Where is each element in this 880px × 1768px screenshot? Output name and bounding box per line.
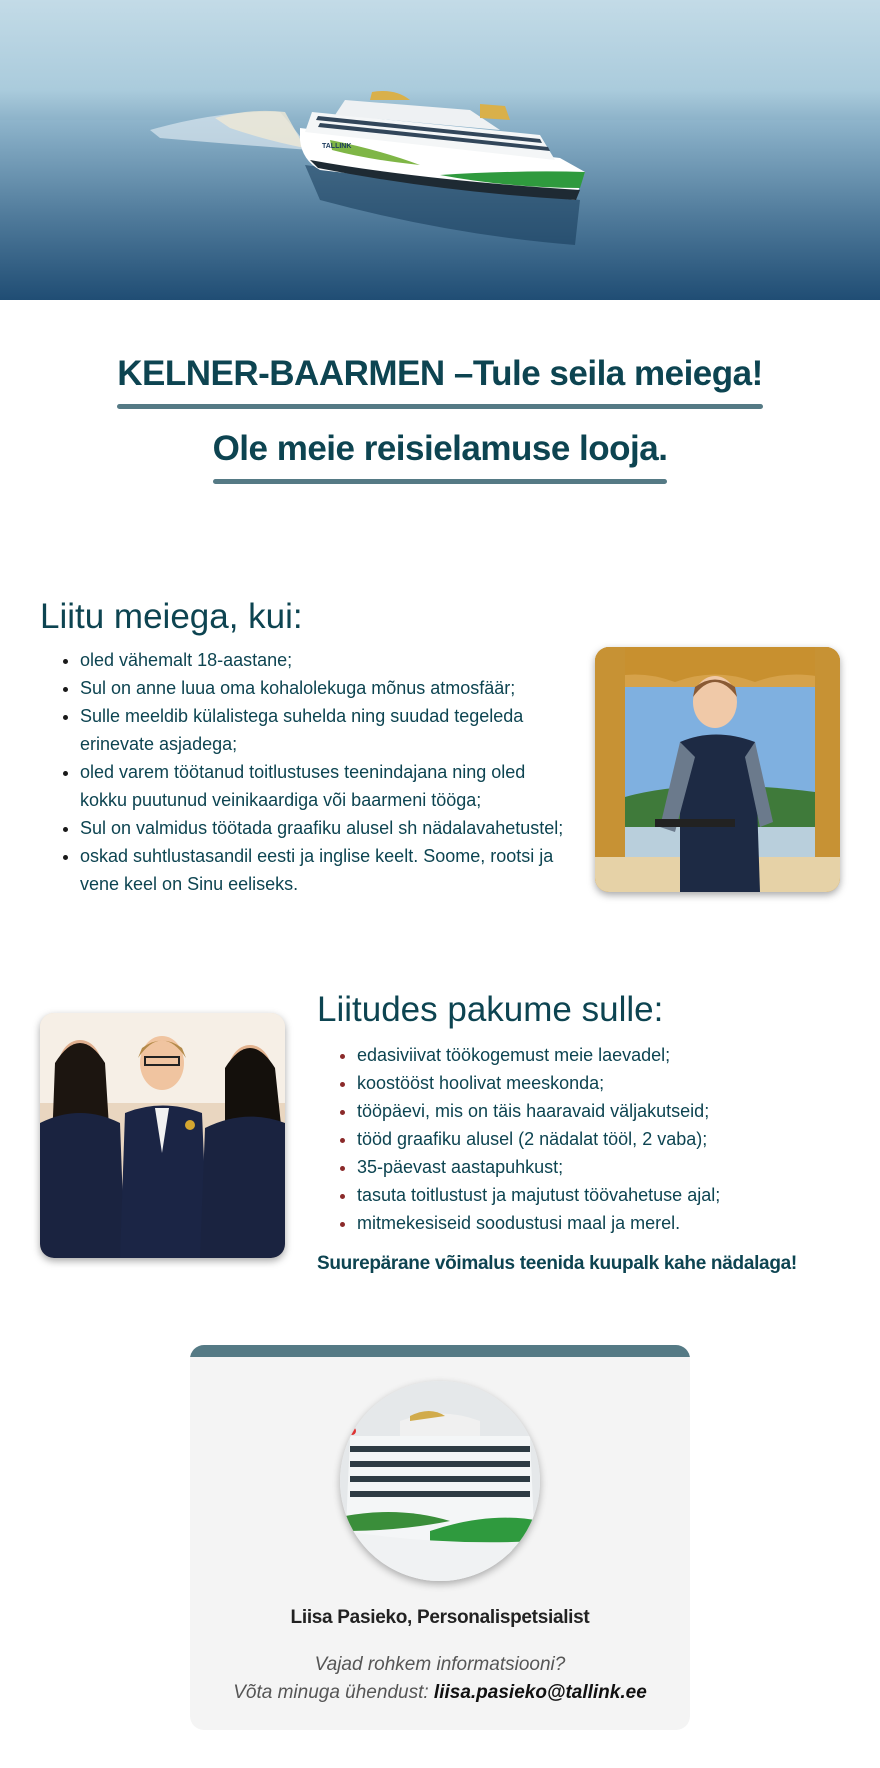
contact-line [190,1679,690,1707]
contact-name: Liisa Pasieko, Personalispetsialist [290,1607,590,1628]
list-item: • edasiviivat töökogemust meie laevadel; [357,1041,817,1069]
list-item: • tööd graafiku alusel (2 nädalat tööl, 2 vaba); [357,1125,817,1153]
contact-question: Vajad rohkem informatsiooni? [314,1654,566,1675]
page-title: KELNER-BAARMEN –Tule seila meiega! [117,354,763,393]
contact-info [190,1651,690,1707]
subtitle-underline [213,479,668,484]
list-item: • oled varem töötanud toitlustuses teenindajana ning oled kokku puutunud veinikaardiga või baarmeni tööga; [80,758,570,814]
waitress-photo [595,647,840,892]
list-item: • mitmekesiseid soodustusi maal ja merel. [357,1209,817,1237]
requirements-heading: Liitu meiega, kui: [40,597,303,636]
contact-email-link[interactable]: liisa.pasieko@tallink.ee [433,1682,647,1703]
contact-prompt: Võta minuga ühendust: [233,1682,434,1703]
requirements-list [40,646,570,898]
list-item: • Sul on valmidus töötada graafiku alusel sh nädalavahetustel; [80,814,570,842]
list-item: • oskad suhtlustasandil eesti ja inglise keelt. Soome, rootsi ja vene keel on Sinu eeliseks. [80,842,570,898]
page-subtitle: Ole meie reisielamuse looja. [212,429,668,468]
list-item: • 35-päevast aastapuhkust; [357,1153,817,1181]
list-item: • oled vähemalt 18-aastane; [80,646,570,674]
offer-highlight: Suurepärane võimalus teenida kuupalk kahe nädalaga! [317,1253,797,1274]
header [0,350,880,484]
offer-list [317,1041,817,1237]
crew-photo [40,1013,285,1258]
list-item: • tasuta toitlustust ja majutust töövahetuse ajal; [357,1181,817,1209]
list-item: • Sul on anne luua oma kohalolekuga mõnus atmosfäär; [80,674,570,702]
subtitle-block [213,425,668,484]
title-block [117,350,763,409]
contact-card [190,1345,690,1730]
list-item: • tööpäevi, mis on täis haaravaid väljakutseid; [357,1097,817,1125]
ship-illustration [0,0,880,300]
contact-avatar [340,1381,540,1581]
hero-image [0,0,880,300]
card-accent-bar [190,1345,690,1357]
offer-heading: Liitudes pakume sulle: [317,990,664,1029]
title-underline [117,404,763,409]
svg-text:TALLINK: TALLINK [322,143,352,150]
list-item: • koostööst hoolivat meeskonda; [357,1069,817,1097]
list-item: • Sulle meeldib külalistega suhelda ning suudad tegeleda erinevate asjadega; [80,702,570,758]
